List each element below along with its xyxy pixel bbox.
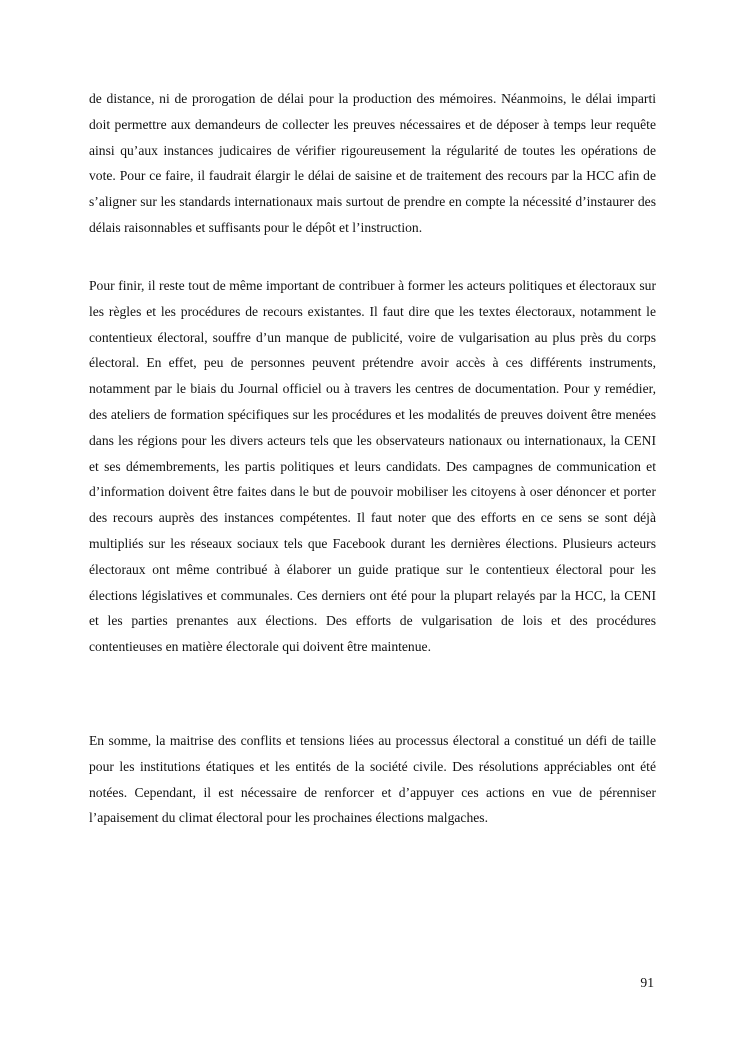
paragraph-text: de distance, ni de prorogation de délai pour la production des mémoires. Néanmoins, le délai imparti doit permettre aux demandeurs de collecter les preuves nécessaires et de déposer à temps leur requête ainsi qu’aux instances judicaires de vérifier rigoureusement la régularité de toutes les opérations de vote. Pour ce faire, il faudrait élargir le délai de saisine et de traitement des recours par la HCC afin de s’aligner sur les standards internationaux mais surtout de prendre en compte la nécessité d’instaurer des délais raisonnables et suffisants pour le dépôt et l’instruction. xyxy=(89,91,656,235)
body-paragraph-3 xyxy=(89,728,656,831)
body-paragraph-2 xyxy=(89,273,656,660)
paragraph-text: Pour finir, il reste tout de même important de contribuer à former les acteurs politiques et électoraux sur les règles et les procédures de recours existantes. Il faut dire que les textes électoraux, notamment le contentieux électoral, souffre d’un manque de publicité, voire de vulgarisation au plus près du corps électoral. En effet, peu de personnes peuvent prétendre avoir accès à ces différents instruments, notamment par le biais du Journal officiel ou à travers les centres de documentation. Pour y remédier, des ateliers de formation spécifiques sur les procédures et les modalités de preuves doivent être menées dans les régions pour les divers acteurs tels que les observateurs nationaux ou internationaux, la CENI et ses démembrements, les partis politiques et leurs candidats. Des campagnes de communication et d’information doivent être faites dans le but de pouvoir mobiliser les citoyens à oser dénoncer et porter des recours auprès des instances compétentes. Il faut noter que des efforts en ce sens se sont déjà multipliés sur les réseaux sociaux tels que Facebook durant les dernières élections. Plusieurs acteurs électoraux ont même contribué à élaborer un guide pratique sur le contentieux électoral pour les élections législatives et communales. Ces derniers ont été pour la plupart relayés par la HCC, la CENI et les parties prenantes aux élections. Des efforts de vulgarisation de lois et des procédures contentieuses en matière électorale qui doivent être maintenue. xyxy=(89,278,656,655)
paragraph-text: En somme, la maitrise des conflits et tensions liées au processus électoral a constitué un défi de taille pour les institutions étatiques et les entités de la société civile. Des résolutions appréciables ont été notées. Cependant, il est nécessaire de renforcer et d’appuyer ces actions en vue de pérenniser l’apaisement du climat électoral pour les prochaines élections malgaches. xyxy=(89,733,656,826)
page-number: 91 xyxy=(640,975,654,990)
body-paragraph-1 xyxy=(89,86,656,241)
